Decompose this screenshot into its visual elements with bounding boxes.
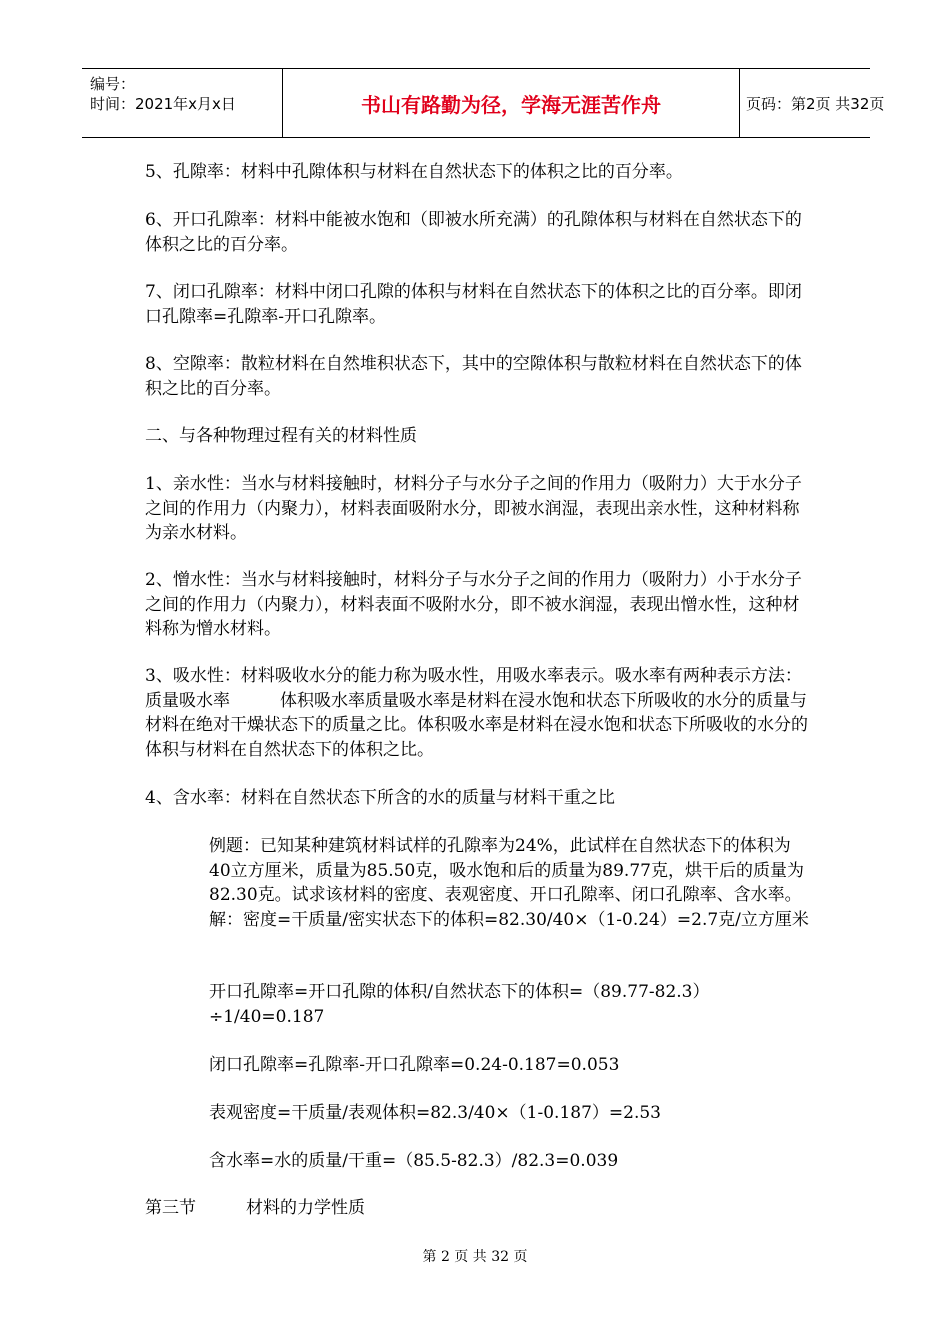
paragraph-hydrophobic: 2、憎水性：当水与材料接触时，材料分子与水分子之间的作用力（吸附力）小于水分子之间的作用力（内聚力），材料表面不吸附水分，即不被水润湿，表现出憎水性，这种材料称为憎水材料。	[145, 570, 802, 639]
formula-open-porosity: 开口孔隙率=开口孔隙的体积/自然状态下的体积=（89.77-82.3）÷1/40=0.187	[209, 982, 710, 1027]
formula-closed-porosity: 闭口孔隙率=孔隙率-开口孔隙率=0.24-0.187=0.053	[209, 1055, 620, 1075]
absorption-part-2: 体积吸水率质量吸水率是材料在浸水饱和状态下所吸收的水分的质量与材料在绝对干燥状态下的质量之比。体积吸水率是材料在浸水饱和状态下所吸收的水分的体积与材料在自然状态下的体积之比。	[145, 690, 808, 760]
header-page-info: 页码：第2页 共32页	[746, 94, 885, 113]
formula-apparent-density: 表观密度=干质量/表观体积=82.3/40×（1-0.187）=2.53	[209, 1103, 661, 1123]
paragraph-example: 例题：已知某种建筑材料试样的孔隙率为24%，此试样在自然状态下的体积为40立方厘米，质量为85.50克，吸水饱和后的质量为89.77克，烘干后的质量为82.30克。试求该材料的密度、表观密度、开口孔隙率、闭口孔隙率、含水率。解：密度=干质量/密实状态下的体积=82.30/40×（1-0.24）=2.7克/立方厘米	[209, 836, 809, 930]
section-heading-physical: 二、与各种物理过程有关的材料性质	[145, 426, 417, 446]
absorption-part-1: 3、吸水性：材料吸收水分的能力称为吸水性，用吸水率表示。吸水率有两种表示方法：质量吸水率	[145, 666, 802, 711]
section-number: 第三节	[145, 1198, 196, 1218]
paragraph-open-porosity: 6、开口孔隙率：材料中能被水饱和（即被水所充满）的孔隙体积与材料在自然状态下的体积之比的百分率。	[145, 210, 802, 255]
paragraph-porosity: 5、孔隙率：材料中孔隙体积与材料在自然状态下的体积之比的百分率。	[145, 162, 683, 182]
formula-moisture: 含水率=水的质量/干重=（85.5-82.3）/82.3=0.039	[209, 1151, 619, 1171]
header-motto: 书山有路勤为径，学海无涯苦作舟	[282, 69, 740, 137]
page-footer: 第 2 页 共 32 页	[422, 1249, 528, 1265]
header-meta	[82, 69, 282, 137]
time-label: 时间：2021年x月x日	[90, 95, 236, 113]
paragraph-closed-porosity: 7、闭口孔隙率：材料中闭口孔隙的体积与材料在自然状态下的体积之比的百分率。即闭口孔隙率=孔隙率-开口孔隙率。	[145, 282, 802, 327]
paragraph-water-absorption	[145, 664, 810, 762]
section-heading-mechanical	[145, 1196, 810, 1221]
section-title: 材料的力学性质	[246, 1198, 365, 1218]
paragraph-void-ratio: 8、空隙率：散粒材料在自然堆积状态下，其中的空隙体积与散粒材料在自然状态下的体积之比的百分率。	[145, 354, 802, 399]
paragraph-hydrophilic: 1、亲水性：当水与材料接触时，材料分子与水分子之间的作用力（吸附力）大于水分子之间的作用力（内聚力），材料表面吸附水分，即被水润湿，表现出亲水性，这种材料称为亲水材料。	[145, 474, 802, 543]
paragraph-moisture-content: 4、含水率：材料在自然状态下所含的水的质量与材料干重之比	[145, 788, 615, 808]
number-label: 编号：	[90, 75, 136, 93]
page-header	[82, 68, 885, 138]
